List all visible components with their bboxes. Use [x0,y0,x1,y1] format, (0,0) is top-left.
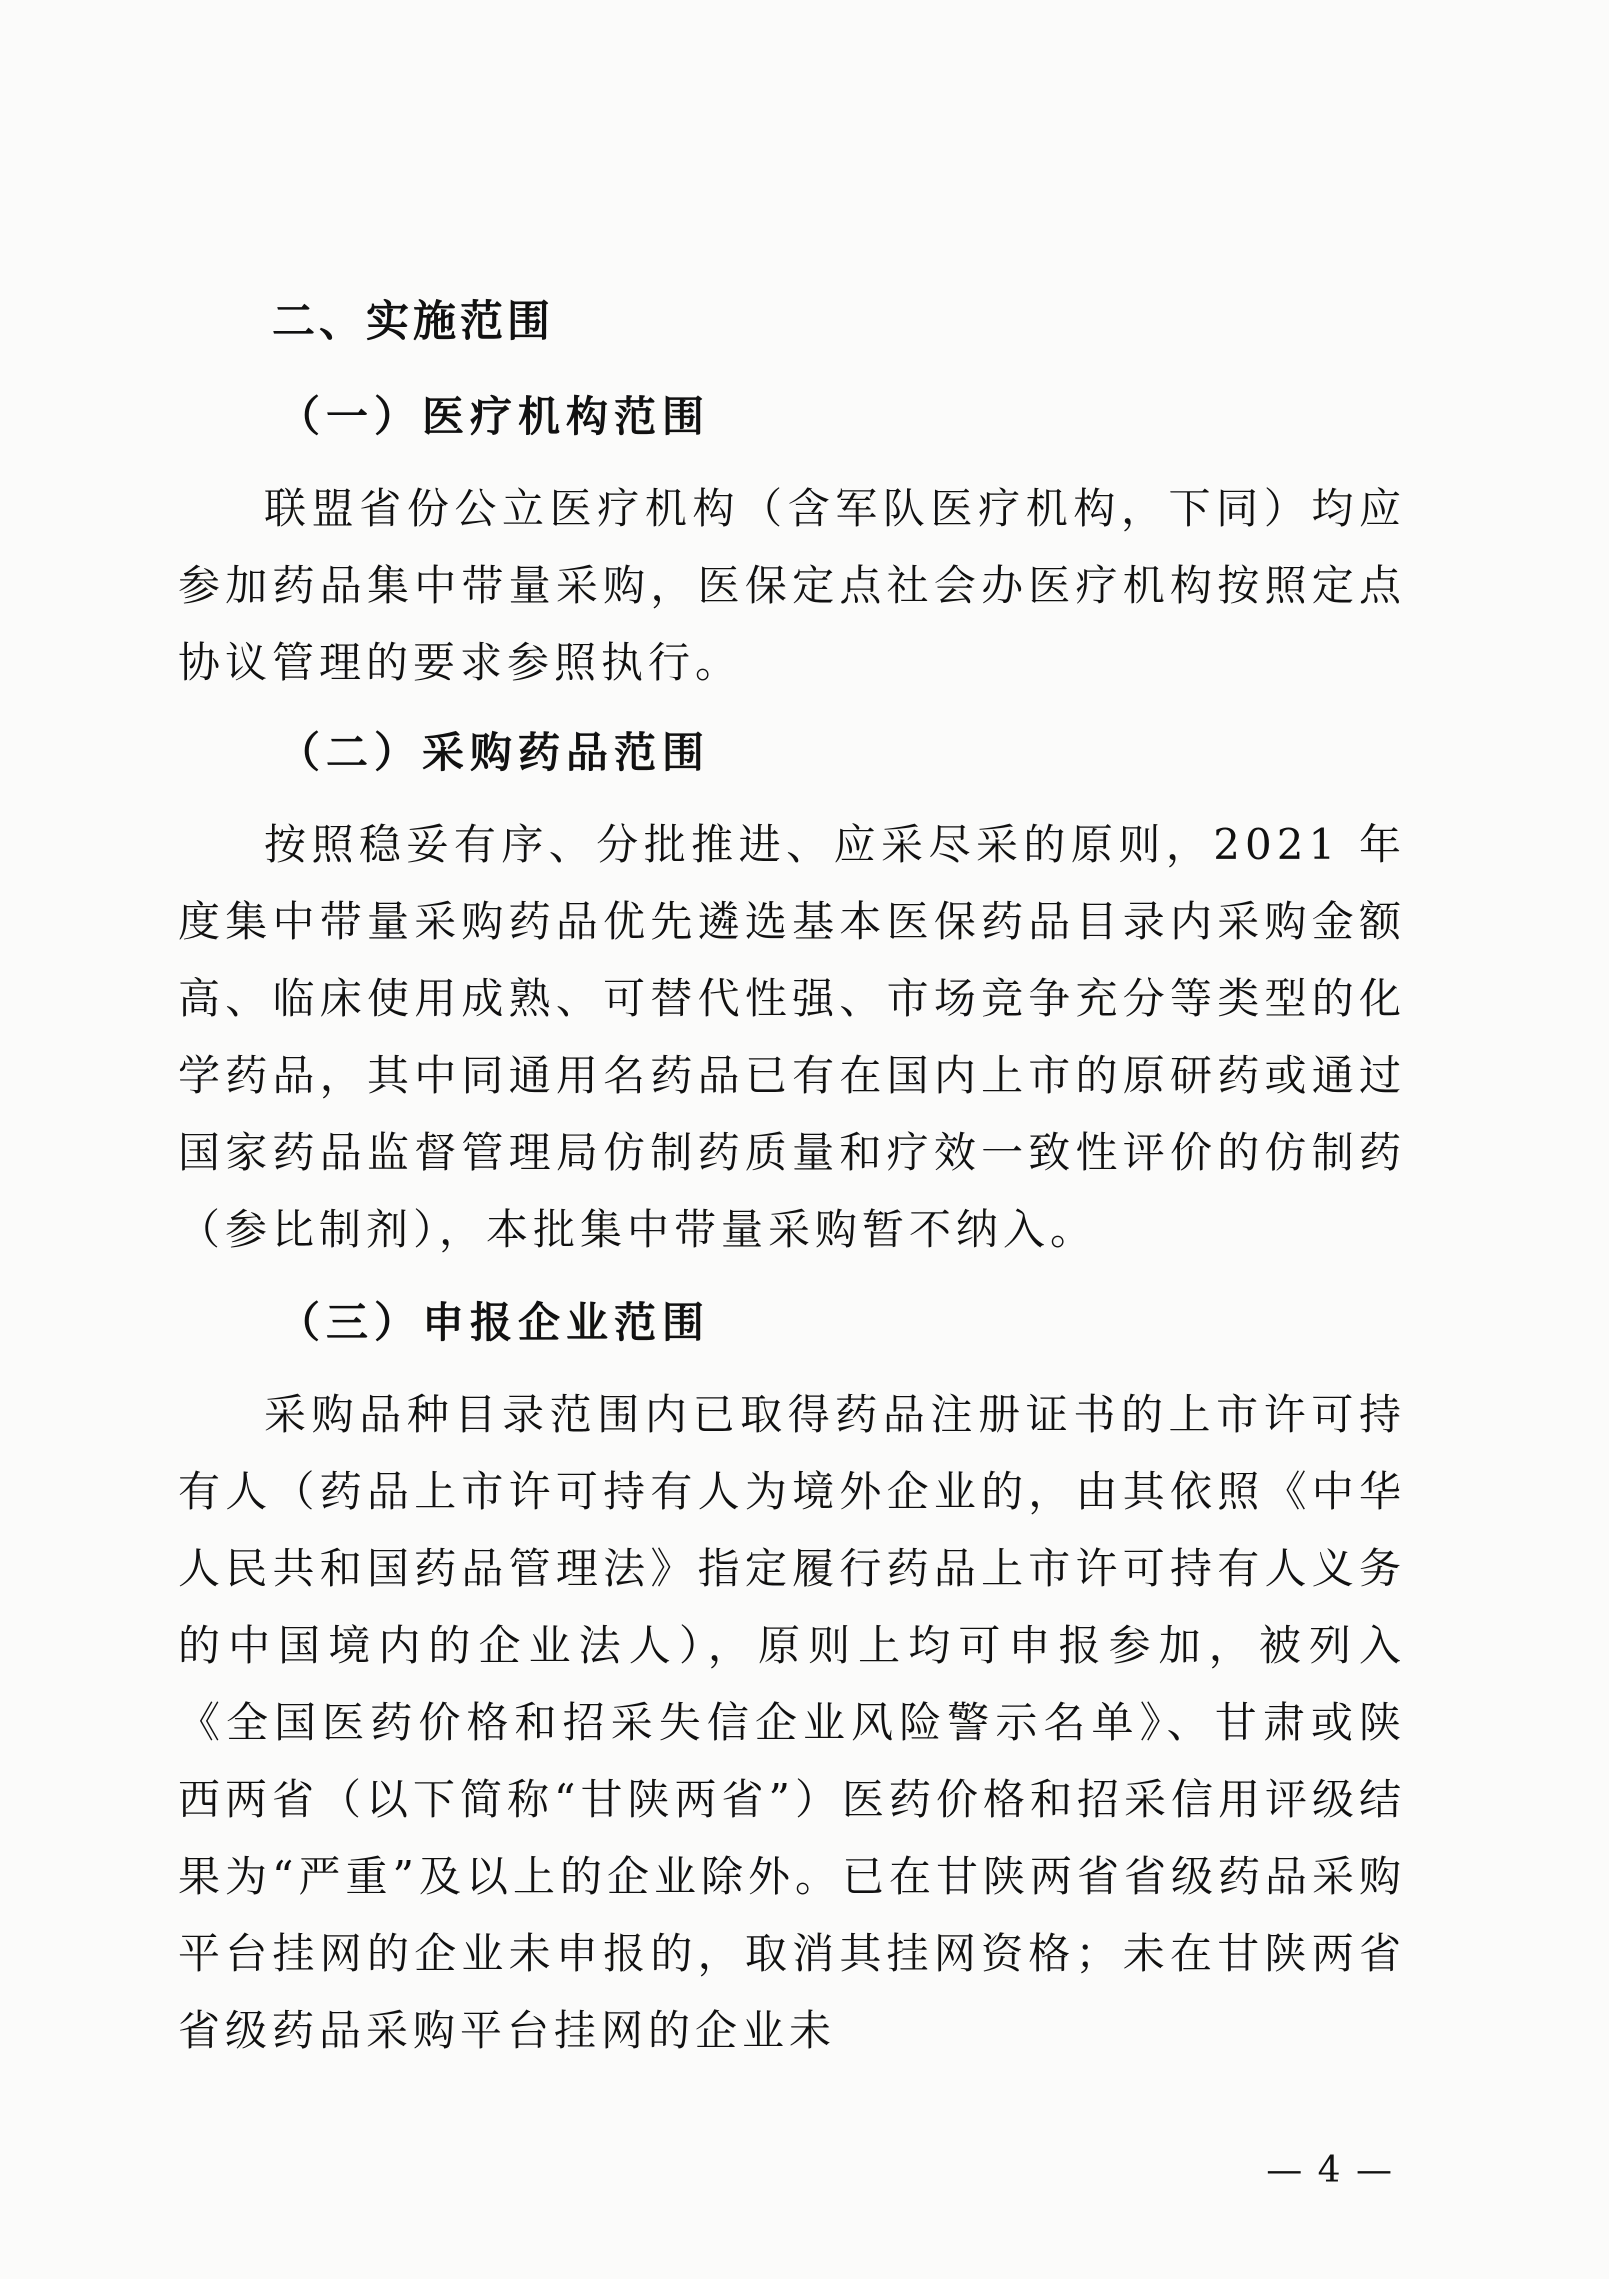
subsection-heading-medical-institutions: （一）医疗机构范围 [278,392,711,441]
paragraph-drug-scope: 按照稳妥有序、分批推进、应采尽采的原则，2021 年度集中带量采购药品优先遴选基本医保药品目录内采购金额高、临床使用成熟、可替代性强、市场竞争充分等类型的化学药品，其中同通用名药品已有在国内上市的原研药或通过国家药品监督管理局仿制药质量和疗效一致性评价的仿制药（参比制剂），本批集中带量采购暂不纳入。 [178,820,1406,1254]
page-number: — 4 — [1266,2150,1394,2191]
subsection-heading-enterprise-scope: （三）申报企业范围 [278,1298,711,1347]
subsection-heading-drug-scope: （二）采购药品范围 [278,728,711,777]
paragraph-medical-institutions: 联盟省份公立医疗机构（含军队医疗机构，下同）均应参加药品集中带量采购，医保定点社会办医疗机构按照定点协议管理的要求参照执行。 [178,484,1406,687]
section-heading: 二、实施范围 [272,297,554,347]
paragraph-enterprise-scope: 采购品种目录范围内已取得药品注册证书的上市许可持有人（药品上市许可持有人为境外企业的，由其依照《中华人民共和国药品管理法》指定履行药品上市许可持有人义务的中国境内的企业法人），原则上均可申报参加，被列入《全国医药价格和招采失信企业风险警示名单》、甘肃或陕西两省（以下简称“甘陕两省”）医药价格和招采信用评级结果为“严重”及以上的企业除外。已在甘陕两省省级药品采购平台挂网的企业未申报的，取消其挂网资格；未在甘陕两省省级药品采购平台挂网的企业未 [178,1390,1406,2055]
